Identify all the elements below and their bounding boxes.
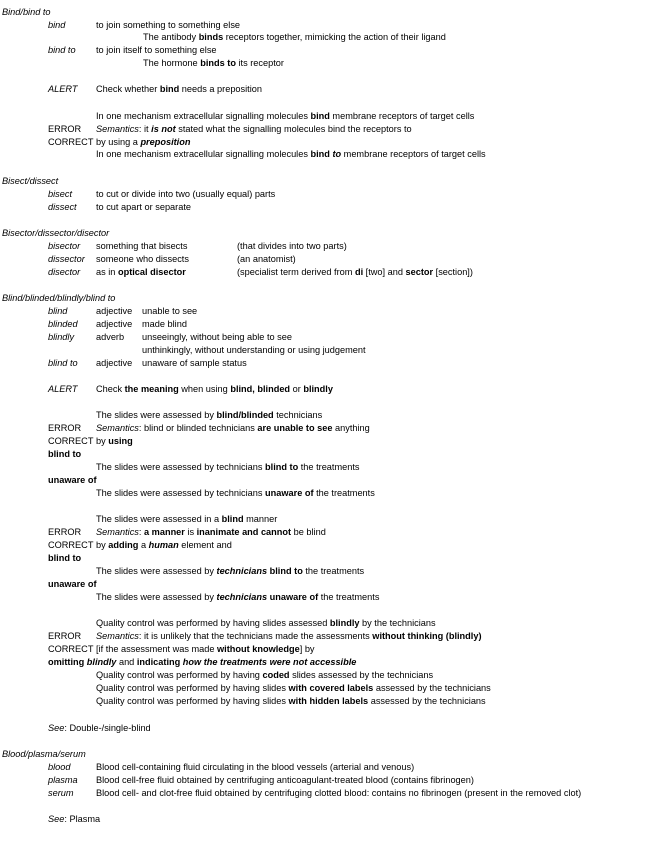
text-run: The slides were assessed by technicians xyxy=(96,462,266,472)
text-run: : it is unlikely that the technicians made the assessments xyxy=(138,631,373,641)
text-run: ERROR xyxy=(48,124,82,134)
text-run: adjective xyxy=(96,306,133,316)
text-run: : it xyxy=(138,124,152,134)
text-run: is not xyxy=(151,124,176,134)
text-run: blindly xyxy=(86,657,117,667)
text-run: CORRECT xyxy=(48,436,94,446)
text-run: blindly xyxy=(303,384,333,394)
text-run: without knowledge xyxy=(217,644,300,654)
text-run: without thinking (blindly) xyxy=(372,631,482,641)
text-run: ERROR xyxy=(48,527,82,537)
text-run: the treatments xyxy=(302,566,365,576)
text-run: receptors together, mimicking the action of their ligand xyxy=(223,32,446,42)
text-run: ALERT xyxy=(48,384,78,394)
text-run: unaware of xyxy=(269,592,319,602)
text-run: Quality control was performed by having slides assessed xyxy=(96,618,330,628)
entry-line-cell xyxy=(96,305,132,318)
text-run: : Plasma xyxy=(64,814,101,824)
text-run: [if the assessment was made xyxy=(96,644,218,654)
text-run: : Double-/single-blind xyxy=(64,723,151,733)
text-run: binds to xyxy=(200,58,236,68)
entry-line-cell xyxy=(96,591,379,604)
text-run: Bisector/dissector/disector xyxy=(2,228,110,238)
text-run: human xyxy=(148,540,179,550)
text-run: needs a preposition xyxy=(179,84,262,94)
entry-line-cell xyxy=(96,148,486,161)
text-run: ERROR xyxy=(48,631,82,641)
text-run: made blind xyxy=(142,319,187,329)
entry-line-cell xyxy=(48,643,93,656)
text-run: (an anatomist) xyxy=(237,254,296,264)
text-run: di xyxy=(354,267,364,277)
entry-line-cell xyxy=(48,435,93,448)
text-run: [two] and xyxy=(363,267,406,277)
text-run: CORRECT xyxy=(48,644,94,654)
text-run: indicating xyxy=(136,657,183,667)
entry-line-cell xyxy=(96,422,370,435)
text-run: membrane receptors of target cells xyxy=(341,149,486,159)
entry-line-cell xyxy=(143,31,446,44)
entry-line-cell xyxy=(96,774,474,787)
text-run: using xyxy=(108,436,133,446)
text-run: : xyxy=(138,527,145,537)
text-run: Semantics xyxy=(96,423,139,433)
text-run: dissect xyxy=(48,202,77,212)
entry-line-cell xyxy=(96,188,275,201)
text-run: stated what the signalling molecules bind the receptors to xyxy=(175,124,412,134)
text-run: adjective xyxy=(96,358,133,368)
entry-line-cell xyxy=(237,253,296,266)
text-run: Semantics xyxy=(96,124,139,134)
text-run: The hormone xyxy=(143,58,201,68)
text-run: a xyxy=(138,540,149,550)
entry-line-cell xyxy=(237,240,347,253)
entry-line-cell xyxy=(142,357,247,370)
text-run: to cut or divide into two (usually equal) parts xyxy=(96,189,276,199)
text-run: coded xyxy=(262,670,290,680)
text-run: are unable to see xyxy=(257,423,333,433)
entry-line-cell xyxy=(96,787,581,800)
text-run: the treatments xyxy=(313,488,375,498)
text-run: bind xyxy=(159,84,180,94)
entry-line-cell xyxy=(96,318,132,331)
entry-line-cell xyxy=(96,682,491,695)
text-run: something that bisects xyxy=(96,241,188,251)
text-run: by xyxy=(96,540,109,550)
entry-line-cell xyxy=(48,201,77,214)
text-run: binds xyxy=(198,32,224,42)
text-run: adverb xyxy=(96,332,125,342)
text-run: by the technicians xyxy=(359,618,436,628)
text-run: blood xyxy=(48,762,71,772)
text-run: the treatments xyxy=(298,462,360,472)
text-run: CORRECT xyxy=(48,137,94,147)
entry-line-cell xyxy=(143,57,284,70)
text-run: as in xyxy=(96,267,118,277)
text-run: The slides were assessed by xyxy=(96,592,217,602)
text-run: bind xyxy=(310,149,333,159)
entry-line-cell xyxy=(48,123,81,136)
text-run: See xyxy=(48,814,65,824)
text-run: is xyxy=(184,527,197,537)
text-run: assessed by the technicians xyxy=(373,683,491,693)
entry-line-cell xyxy=(48,266,80,279)
text-run: sector xyxy=(405,267,434,277)
text-run: Bisect/dissect xyxy=(2,176,59,186)
entry-line-cell xyxy=(96,487,375,500)
entry-line-cell xyxy=(48,422,81,435)
entry-line-cell xyxy=(142,344,366,357)
entry-heading xyxy=(2,292,115,305)
text-run: Blind/blinded/blindly/blind to xyxy=(2,293,116,303)
text-run: Blood cell- and clot-free fluid obtained by centrifuging clotted blood: contains no fibrinogen (present in the removed clot) xyxy=(96,788,582,798)
entry-line-cell xyxy=(48,526,81,539)
text-run: inanimate and cannot xyxy=(196,527,292,537)
text-run: disector xyxy=(48,267,81,277)
text-run: the meaning xyxy=(124,384,179,394)
text-run: Blood cell-containing fluid circulating in the blood vessels (arterial and venous) xyxy=(96,762,415,772)
text-run: [section]) xyxy=(433,267,473,277)
entry-heading xyxy=(2,175,58,188)
entry-line-cell xyxy=(142,305,197,318)
entry-line-cell xyxy=(96,383,333,396)
entry-line-cell xyxy=(48,630,81,643)
entry-line-cell xyxy=(48,656,356,669)
entry-line-cell xyxy=(48,305,67,318)
text-run: blind to xyxy=(48,358,78,368)
entry-heading xyxy=(2,227,109,240)
text-run: : blind or blinded technicians xyxy=(138,423,258,433)
text-run: blind to xyxy=(265,462,299,472)
entry-line-cell xyxy=(48,787,74,800)
text-run: to xyxy=(332,149,342,159)
entry-line-cell xyxy=(96,409,322,422)
text-run: technicians xyxy=(216,592,268,602)
text-run: by using a xyxy=(96,137,141,147)
text-run: blind to xyxy=(269,566,303,576)
text-run: In one mechanism extracellular signalling molecules xyxy=(96,111,311,121)
entry-line-cell xyxy=(48,19,65,32)
text-run: manner xyxy=(243,514,278,524)
text-run: optical disector xyxy=(117,267,186,277)
text-run: unthinkingly, without understanding or using judgement xyxy=(142,345,366,355)
entry-line-cell xyxy=(48,253,85,266)
entry-heading xyxy=(2,6,51,19)
entry-line-cell xyxy=(48,136,93,149)
text-run: ERROR xyxy=(48,423,82,433)
text-run: The slides were assessed by technicians xyxy=(96,488,266,498)
entry-line-cell xyxy=(48,331,74,344)
text-run: Check whether xyxy=(96,84,160,94)
text-run: blindly xyxy=(329,618,360,628)
entry-line-cell xyxy=(96,643,315,656)
text-run: technicians xyxy=(216,566,268,576)
entry-line-cell xyxy=(48,83,77,96)
text-run: plasma xyxy=(48,775,78,785)
entry-line-cell xyxy=(48,383,77,396)
entry-line-cell xyxy=(96,110,474,123)
entry-line-cell xyxy=(96,617,436,630)
entry-line-cell xyxy=(96,357,132,370)
text-run: technicians xyxy=(273,410,323,420)
text-run: when using xyxy=(178,384,231,394)
entry-line-cell xyxy=(48,761,70,774)
entry-line-cell xyxy=(96,240,187,253)
text-run: by xyxy=(96,436,109,446)
text-run: Bind/bind to xyxy=(2,7,51,17)
text-run: omitting xyxy=(48,657,87,667)
text-run: to join something to something else xyxy=(96,20,241,30)
entry-line-cell xyxy=(96,565,364,578)
entry-line-cell xyxy=(48,448,81,461)
entry-line-cell xyxy=(237,266,473,279)
text-run: dissector xyxy=(48,254,85,264)
text-run: unable to see xyxy=(142,306,198,316)
text-run: bind to xyxy=(48,45,76,55)
text-run: blind xyxy=(221,514,244,524)
text-run: blinded xyxy=(48,319,78,329)
text-run: with hidden labels xyxy=(288,696,369,706)
entry-line-cell xyxy=(48,722,151,735)
text-run: (specialist term derived from xyxy=(237,267,355,277)
text-run: assessed by the technicians xyxy=(368,696,486,706)
entry-line-cell xyxy=(48,188,72,201)
text-run: adjective xyxy=(96,319,133,329)
text-run: membrane receptors of target cells xyxy=(329,111,475,121)
entry-line-cell xyxy=(96,44,217,57)
text-run: blindly xyxy=(48,332,75,342)
text-run: to cut apart or separate xyxy=(96,202,191,212)
text-run: Blood cell-free fluid obtained by centrifuging anticoagulant-treated blood (contains fibrinogen) xyxy=(96,775,474,785)
text-run: The slides were assessed by xyxy=(96,566,217,576)
text-run: bind xyxy=(310,111,330,121)
text-run: adding xyxy=(108,540,139,550)
text-run: Semantics xyxy=(96,527,139,537)
text-run: anything xyxy=(332,423,370,433)
text-run: its receptor xyxy=(235,58,284,68)
entry-line-cell xyxy=(48,474,97,487)
text-run: See xyxy=(48,723,65,733)
entry-line-cell xyxy=(48,240,80,253)
entry-line-cell xyxy=(96,123,412,136)
text-run: ALERT xyxy=(48,84,78,94)
text-run: bind xyxy=(48,20,66,30)
text-run: The antibody xyxy=(143,32,199,42)
text-run: serum xyxy=(48,788,74,798)
text-run: to join itself to something else xyxy=(96,45,217,55)
text-run: blind xyxy=(48,306,68,316)
entry-line-cell xyxy=(96,461,359,474)
text-run: ] by xyxy=(299,644,315,654)
text-run: The slides were assessed in a xyxy=(96,514,222,524)
entry-line-cell xyxy=(96,253,189,266)
text-run: with covered labels xyxy=(288,683,374,693)
text-run: blind, blinded xyxy=(230,384,291,394)
text-run: Blood/plasma/serum xyxy=(2,749,86,759)
entry-line-cell xyxy=(48,552,81,565)
text-run: unaware of xyxy=(48,475,97,485)
text-run: a manner xyxy=(144,527,185,537)
text-run: slides assessed by the technicians xyxy=(289,670,434,680)
text-run: blind to xyxy=(48,553,82,563)
text-run: preposition xyxy=(140,137,191,147)
entry-line-cell xyxy=(48,813,100,826)
text-run: the treatments xyxy=(318,592,380,602)
entry-line-cell xyxy=(48,578,97,591)
text-run: unaware of xyxy=(265,488,314,498)
text-run: be blind xyxy=(291,527,326,537)
entry-line-cell xyxy=(96,526,326,539)
text-run: bisect xyxy=(48,189,73,199)
entry-line-cell xyxy=(96,201,191,214)
text-run: Semantics xyxy=(96,631,139,641)
entry-line-cell xyxy=(96,266,186,279)
entry-line-cell xyxy=(96,630,482,643)
text-run: Quality control was performed by having slides xyxy=(96,696,289,706)
entry-line-cell xyxy=(96,695,486,708)
entry-line-cell xyxy=(48,357,78,370)
entry-line-cell xyxy=(96,761,414,774)
text-run: element and xyxy=(178,540,232,550)
entry-line-cell xyxy=(48,539,93,552)
entry-line-cell xyxy=(96,513,277,526)
entry-line-cell xyxy=(48,44,76,57)
entry-line-cell xyxy=(48,318,78,331)
entry-line-cell xyxy=(96,331,124,344)
text-run: and xyxy=(116,657,137,667)
text-run: unseeingly, without being able to see xyxy=(142,332,292,342)
text-run: CORRECT xyxy=(48,540,94,550)
entry-line-cell xyxy=(96,669,433,682)
text-run: bisector xyxy=(48,241,81,251)
text-run: In one mechanism extracellular signalling molecules xyxy=(96,149,311,159)
text-run: unaware of xyxy=(48,579,97,589)
text-run: Quality control was performed by having slides xyxy=(96,683,289,693)
entry-line-cell xyxy=(96,83,262,96)
text-run: The slides were assessed by xyxy=(96,410,217,420)
entry-line-cell xyxy=(142,331,292,344)
text-run: how the treatments were not accessible xyxy=(182,657,357,667)
text-run: blind/blinded xyxy=(216,410,274,420)
entry-heading xyxy=(2,748,86,761)
entry-line-cell xyxy=(96,539,232,552)
entry-line-cell xyxy=(96,435,133,448)
text-run: or xyxy=(290,384,304,394)
text-run: Check xyxy=(96,384,125,394)
text-run: Quality control was performed by having xyxy=(96,670,263,680)
text-run: (that divides into two parts) xyxy=(237,241,347,251)
entry-line-cell xyxy=(142,318,187,331)
text-run: blind to xyxy=(48,449,82,459)
text-run: unaware of sample status xyxy=(142,358,247,368)
text-run: someone who dissects xyxy=(96,254,189,264)
entry-line-cell xyxy=(48,774,78,787)
